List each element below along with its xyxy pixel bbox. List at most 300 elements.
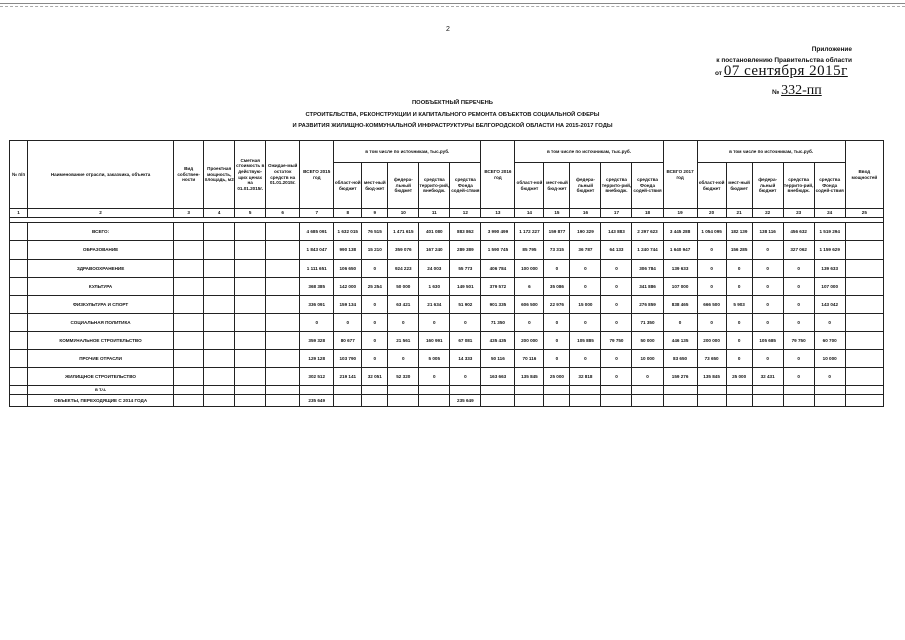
empty-cell (266, 223, 300, 241)
empty-cell (235, 296, 266, 314)
value-cell: 159 877 (544, 223, 570, 241)
value-cell: 0 (752, 296, 783, 314)
value-cell (362, 386, 388, 395)
value-cell: 139 633 (663, 260, 697, 278)
value-cell: 0 (419, 314, 450, 332)
empty-cell (266, 350, 300, 368)
value-cell (814, 395, 845, 407)
row-number-cell (10, 296, 28, 314)
empty-cell (174, 260, 204, 278)
empty-cell (204, 241, 235, 260)
table-row (10, 368, 884, 386)
value-cell (697, 395, 726, 407)
value-cell (544, 395, 570, 407)
empty-cell (235, 350, 266, 368)
value-cell (697, 386, 726, 395)
value-cell (783, 386, 814, 395)
value-cell: 1 054 095 (697, 223, 726, 241)
value-cell: 1 240 744 (632, 241, 663, 260)
value-cell: 50 116 (481, 350, 515, 368)
value-cell: 306 784 (632, 260, 663, 278)
value-cell: 359 328 (300, 332, 334, 350)
commission-cell (845, 296, 883, 314)
col-number: 22 (752, 209, 783, 218)
header-ownership: Вид собствен-ности (174, 141, 204, 209)
value-cell: 379 572 (481, 278, 515, 296)
row-name-cell: ОБРАЗОВАНИЕ (28, 241, 174, 260)
document-subtitle-1: СТРОИТЕЛЬСТВА, РЕКОНСТРУКЦИИ И КАПИТАЛЬНОГО РЕМОНТА ОБЪЕКТОВ СОЦИАЛЬНОЙ СФЕРЫ (305, 112, 600, 118)
commission-cell (845, 314, 883, 332)
value-cell: 63 421 (388, 296, 419, 314)
value-cell (515, 386, 544, 395)
value-cell: 60 700 (814, 332, 845, 350)
col-number: 9 (362, 209, 388, 218)
value-cell: 71 350 (632, 314, 663, 332)
header-territory-2015: средства террито-рий, внебюдж. (419, 163, 450, 209)
value-cell: 135 845 (697, 368, 726, 386)
value-cell: 21 634 (419, 296, 450, 314)
decree-date-prefix: от (715, 70, 722, 77)
value-cell: 5 903 (726, 296, 752, 314)
value-cell: 2 297 623 (632, 223, 663, 241)
value-cell: 0 (663, 314, 697, 332)
empty-cell (174, 223, 204, 241)
value-cell: 276 859 (632, 296, 663, 314)
value-cell: 0 (697, 314, 726, 332)
value-cell: 0 (450, 314, 481, 332)
col-number: 13 (481, 209, 515, 218)
empty-cell (204, 386, 235, 395)
value-cell: 0 (783, 368, 814, 386)
value-cell: 924 223 (388, 260, 419, 278)
value-cell: 106 650 (334, 260, 362, 278)
table-row (10, 223, 884, 241)
header-num: № п/п (10, 141, 28, 209)
col-number: 1 (10, 209, 28, 218)
value-cell: 0 (783, 260, 814, 278)
value-cell (632, 386, 663, 395)
value-cell: 70 116 (515, 350, 544, 368)
value-cell: 10 000 (632, 350, 663, 368)
value-cell: 85 795 (515, 241, 544, 260)
value-cell: 666 500 (697, 296, 726, 314)
value-cell: 0 (419, 368, 450, 386)
col-number: 4 (204, 209, 235, 218)
value-cell: 359 076 (388, 241, 419, 260)
value-cell: 1 471 615 (388, 223, 419, 241)
header-balance: Ожидае-мый остаток средств на 01.01.2015г. (266, 141, 300, 209)
table-row (10, 332, 884, 350)
value-cell: 0 (697, 278, 726, 296)
value-cell: 4 685 091 (300, 223, 334, 241)
value-cell: 990 138 (334, 241, 362, 260)
header-total-2016: ВСЕГО 2016 год (481, 141, 515, 209)
value-cell (726, 386, 752, 395)
value-cell: 456 632 (783, 223, 814, 241)
value-cell (334, 386, 362, 395)
value-cell (419, 395, 450, 407)
empty-cell (235, 368, 266, 386)
value-cell: 0 (783, 314, 814, 332)
value-cell (783, 395, 814, 407)
value-cell: 3 990 499 (481, 223, 515, 241)
empty-cell (174, 386, 204, 395)
value-cell (814, 386, 845, 395)
table-row (10, 296, 884, 314)
commission-cell (845, 332, 883, 350)
empty-cell (204, 223, 235, 241)
value-cell: 0 (726, 350, 752, 368)
empty-cell (266, 296, 300, 314)
row-name-cell: КОММУНАЛЬНОЕ СТРОИТЕЛЬСТВО (28, 332, 174, 350)
value-cell: 139 633 (814, 260, 845, 278)
value-cell: 0 (362, 260, 388, 278)
value-cell: 0 (697, 260, 726, 278)
value-cell: 64 133 (601, 241, 632, 260)
value-cell: 289 389 (450, 241, 481, 260)
value-cell: 0 (601, 296, 632, 314)
value-cell: 0 (783, 350, 814, 368)
value-cell: 79 750 (783, 332, 814, 350)
value-cell: 105 885 (570, 332, 601, 350)
empty-cell (174, 296, 204, 314)
value-cell (632, 395, 663, 407)
value-cell: 159 276 (663, 368, 697, 386)
row-name-cell: ОБЪЕКТЫ, ПЕРЕХОДЯЩИЕ С 2014 ГОДА (28, 395, 174, 407)
commission-cell (845, 386, 883, 395)
empty-cell (266, 241, 300, 260)
decree-date (715, 63, 848, 80)
value-cell: 219 141 (334, 368, 362, 386)
decree-number (772, 83, 822, 99)
col-number: 16 (570, 209, 601, 218)
value-cell: 35 086 (544, 278, 570, 296)
header-local-2016: мест-ный бюд-жет (544, 163, 570, 209)
value-cell: 302 512 (300, 368, 334, 386)
empty-cell (204, 278, 235, 296)
commission-cell (845, 395, 883, 407)
row-number-cell (10, 314, 28, 332)
value-cell: 25 000 (544, 368, 570, 386)
value-cell: 156 285 (726, 241, 752, 260)
col-number: 24 (814, 209, 845, 218)
value-cell: 73 650 (697, 350, 726, 368)
value-cell (388, 386, 419, 395)
value-cell (388, 395, 419, 407)
empty-cell (266, 278, 300, 296)
value-cell: 100 000 (515, 260, 544, 278)
table-row (10, 241, 884, 260)
empty-cell (235, 395, 266, 407)
value-cell: 160 991 (419, 332, 450, 350)
header-federal-2016: федера-льный бюджет (570, 163, 601, 209)
empty-cell (266, 332, 300, 350)
table-row (10, 314, 884, 332)
commission-cell (845, 350, 883, 368)
value-cell: 15 000 (570, 296, 601, 314)
document-title: ПООБЪЕКТНЫЙ ПЕРЕЧЕНЬ (412, 100, 493, 106)
table-row (10, 350, 884, 368)
value-cell: 0 (388, 314, 419, 332)
value-cell: 25 000 (726, 368, 752, 386)
value-cell: 0 (632, 368, 663, 386)
empty-cell (204, 332, 235, 350)
value-cell: 105 685 (752, 332, 783, 350)
appendix-reference: к постановлению Правительства области (716, 57, 852, 64)
value-cell: 83 650 (663, 350, 697, 368)
value-cell: 32 051 (362, 368, 388, 386)
value-cell: 25 254 (362, 278, 388, 296)
value-cell: 1 640 947 (663, 241, 697, 260)
value-cell: 0 (601, 314, 632, 332)
value-cell: 200 000 (697, 332, 726, 350)
value-cell (752, 395, 783, 407)
header-sources-2015: в том числе по источникам, тыс.руб. (334, 141, 481, 163)
empty-cell (235, 223, 266, 241)
commission-cell (845, 223, 883, 241)
row-name-cell: ПРОЧИЕ ОТРАСЛИ (28, 350, 174, 368)
row-name-cell: КУЛЬТУРА (28, 278, 174, 296)
row-name-cell: СОЦИАЛЬНАЯ ПОЛИТИКА (28, 314, 174, 332)
value-cell: 138 116 (752, 223, 783, 241)
header-fund-2016: средства Фонда содей-ствия (632, 163, 663, 209)
value-cell: 55 773 (450, 260, 481, 278)
value-cell: 0 (388, 350, 419, 368)
table-row (10, 395, 884, 407)
value-cell (481, 395, 515, 407)
value-cell: 167 240 (419, 241, 450, 260)
value-cell: 129 128 (300, 350, 334, 368)
value-cell (570, 386, 601, 395)
value-cell: 182 139 (726, 223, 752, 241)
col-number: 23 (783, 209, 814, 218)
value-cell: 103 790 (334, 350, 362, 368)
empty-cell (174, 314, 204, 332)
value-cell: 0 (544, 350, 570, 368)
value-cell: 149 501 (450, 278, 481, 296)
value-cell: 0 (726, 314, 752, 332)
table-row (10, 278, 884, 296)
header-federal-2015: федера-льный бюджет (388, 163, 419, 209)
value-cell: 0 (570, 278, 601, 296)
decree-number-prefix: № (772, 89, 780, 96)
value-cell (300, 386, 334, 395)
col-number: 17 (601, 209, 632, 218)
row-number-cell (10, 278, 28, 296)
empty-cell (266, 395, 300, 407)
value-cell: 0 (752, 350, 783, 368)
value-cell: 142 000 (334, 278, 362, 296)
empty-cell (235, 386, 266, 395)
value-cell: 32 431 (752, 368, 783, 386)
value-cell: 0 (752, 241, 783, 260)
empty-cell (235, 260, 266, 278)
header-regional-2017: област-ной бюджет (697, 163, 726, 209)
value-cell: 1 159 629 (814, 241, 845, 260)
row-name-cell: ФИЗКУЛЬТУРА И СПОРТ (28, 296, 174, 314)
header-regional-2016: област-ной бюджет (515, 163, 544, 209)
value-cell (419, 386, 450, 395)
header-federal-2017: федера-льный бюджет (752, 163, 783, 209)
value-cell: 21 561 (388, 332, 419, 350)
value-cell (663, 386, 697, 395)
value-cell (726, 395, 752, 407)
value-cell: 71 350 (481, 314, 515, 332)
empty-cell (204, 395, 235, 407)
header-local-2017: мест-ный бюджет (726, 163, 752, 209)
value-cell: 1 111 651 (300, 260, 334, 278)
value-cell (544, 386, 570, 395)
value-cell: 14 333 (450, 350, 481, 368)
decree-date-value: 07 сентября 2015г (723, 63, 848, 79)
commission-cell (845, 241, 883, 260)
col-number: 2 (28, 209, 174, 218)
value-cell: 52 320 (388, 368, 419, 386)
empty-cell (266, 260, 300, 278)
value-cell: 22 976 (544, 296, 570, 314)
empty-cell (204, 368, 235, 386)
row-number-cell (10, 241, 28, 260)
value-cell: 143 883 (601, 223, 632, 241)
value-cell: 838 465 (663, 296, 697, 314)
header-regional-2015: област-ной бюджет (334, 163, 362, 209)
value-cell: 606 500 (515, 296, 544, 314)
value-cell: 5 005 (419, 350, 450, 368)
col-number: 7 (300, 209, 334, 218)
header-fund-2015: средства Фонда содей-ствия (450, 163, 481, 209)
value-cell: 73 315 (544, 241, 570, 260)
value-cell (450, 386, 481, 395)
empty-cell (174, 350, 204, 368)
value-cell: 190 329 (570, 223, 601, 241)
value-cell: 80 677 (334, 332, 362, 350)
empty-cell (266, 386, 300, 395)
value-cell: 10 000 (814, 350, 845, 368)
value-cell: 901 335 (481, 296, 515, 314)
row-number-cell (10, 350, 28, 368)
empty-cell (235, 241, 266, 260)
value-cell: 0 (752, 314, 783, 332)
value-cell: 0 (697, 241, 726, 260)
col-number: 3 (174, 209, 204, 218)
value-cell: 0 (362, 296, 388, 314)
value-cell: 1 172 227 (515, 223, 544, 241)
value-cell: 76 515 (362, 223, 388, 241)
document-subtitle-2: И РАЗВИТИЯ ЖИЛИЩНО-КОММУНАЛЬНОЙ ИНФРАСТРУКТУРЫ БЕЛГОРОДСКОЙ ОБЛАСТИ НА 2015-2017 ГОДЫ (292, 123, 613, 129)
value-cell: 0 (601, 368, 632, 386)
value-cell: 50 000 (632, 332, 663, 350)
value-cell: 0 (752, 278, 783, 296)
value-cell: 0 (544, 260, 570, 278)
value-cell: 0 (814, 314, 845, 332)
value-cell: 1 590 745 (481, 241, 515, 260)
empty-cell (174, 278, 204, 296)
table-row (10, 260, 884, 278)
value-cell: 0 (726, 260, 752, 278)
value-cell (752, 386, 783, 395)
value-cell: 50 000 (388, 278, 419, 296)
value-cell: 0 (362, 332, 388, 350)
row-number-cell (10, 260, 28, 278)
value-cell: 336 091 (300, 296, 334, 314)
value-cell: 159 134 (334, 296, 362, 314)
empty-cell (235, 278, 266, 296)
value-cell: 0 (601, 260, 632, 278)
empty-cell (174, 368, 204, 386)
value-cell: 79 750 (601, 332, 632, 350)
empty-cell (174, 395, 204, 407)
col-number: 11 (419, 209, 450, 218)
value-cell: 135 845 (515, 368, 544, 386)
value-cell: 341 886 (632, 278, 663, 296)
value-cell: 107 000 (663, 278, 697, 296)
col-number: 10 (388, 209, 419, 218)
value-cell (663, 395, 697, 407)
value-cell: 1 519 294 (814, 223, 845, 241)
empty-cell (204, 314, 235, 332)
value-cell: 435 435 (481, 332, 515, 350)
col-number: 20 (697, 209, 726, 218)
header-total-2015: ВСЕГО 2015 год (300, 141, 334, 209)
empty-cell (266, 368, 300, 386)
commission-cell (845, 278, 883, 296)
value-cell: 0 (450, 368, 481, 386)
col-number: 8 (334, 209, 362, 218)
header-fund-2017: средства Фонда содей-ствия (814, 163, 845, 209)
col-number: 5 (235, 209, 266, 218)
value-cell: 0 (752, 260, 783, 278)
value-cell: 15 210 (362, 241, 388, 260)
appendix-title: Приложение (811, 46, 852, 53)
value-cell: 406 784 (481, 260, 515, 278)
empty-cell (266, 314, 300, 332)
object-list-table (9, 140, 884, 407)
decree-number-value: 332-пп (781, 83, 822, 98)
commission-cell (845, 368, 883, 386)
value-cell: 24 003 (419, 260, 450, 278)
empty-cell (204, 350, 235, 368)
value-cell: 0 (515, 314, 544, 332)
value-cell: 0 (814, 368, 845, 386)
value-cell: 36 787 (570, 241, 601, 260)
value-cell: 1 632 015 (334, 223, 362, 241)
header-territory-2016: средства террито-рий, внебюдж. (601, 163, 632, 209)
empty-cell (235, 314, 266, 332)
row-name-cell: ЗДРАВООХРАНЕНИЕ (28, 260, 174, 278)
row-name-cell: ЖИЛИЩНОЕ СТРОИТЕЛЬСТВО (28, 368, 174, 386)
value-cell: 67 081 (450, 332, 481, 350)
empty-cell (174, 332, 204, 350)
col-number: 14 (515, 209, 544, 218)
row-name-cell: ВСЕГО: (28, 223, 174, 241)
value-cell: 883 862 (450, 223, 481, 241)
value-cell (515, 395, 544, 407)
empty-cell (174, 241, 204, 260)
row-number-cell (10, 368, 28, 386)
col-number: 6 (266, 209, 300, 218)
value-cell: 0 (726, 332, 752, 350)
col-number: 19 (663, 209, 697, 218)
value-cell: 0 (334, 314, 362, 332)
page-number: 2 (446, 26, 450, 33)
value-cell: 51 902 (450, 296, 481, 314)
value-cell: 235 649 (450, 395, 481, 407)
header-territory-2017: средства террито-рий, внебюдж. (783, 163, 814, 209)
value-cell (334, 395, 362, 407)
value-cell: 1 630 (419, 278, 450, 296)
header-local-2015: мест-ный бюд-жет (362, 163, 388, 209)
value-cell (570, 395, 601, 407)
